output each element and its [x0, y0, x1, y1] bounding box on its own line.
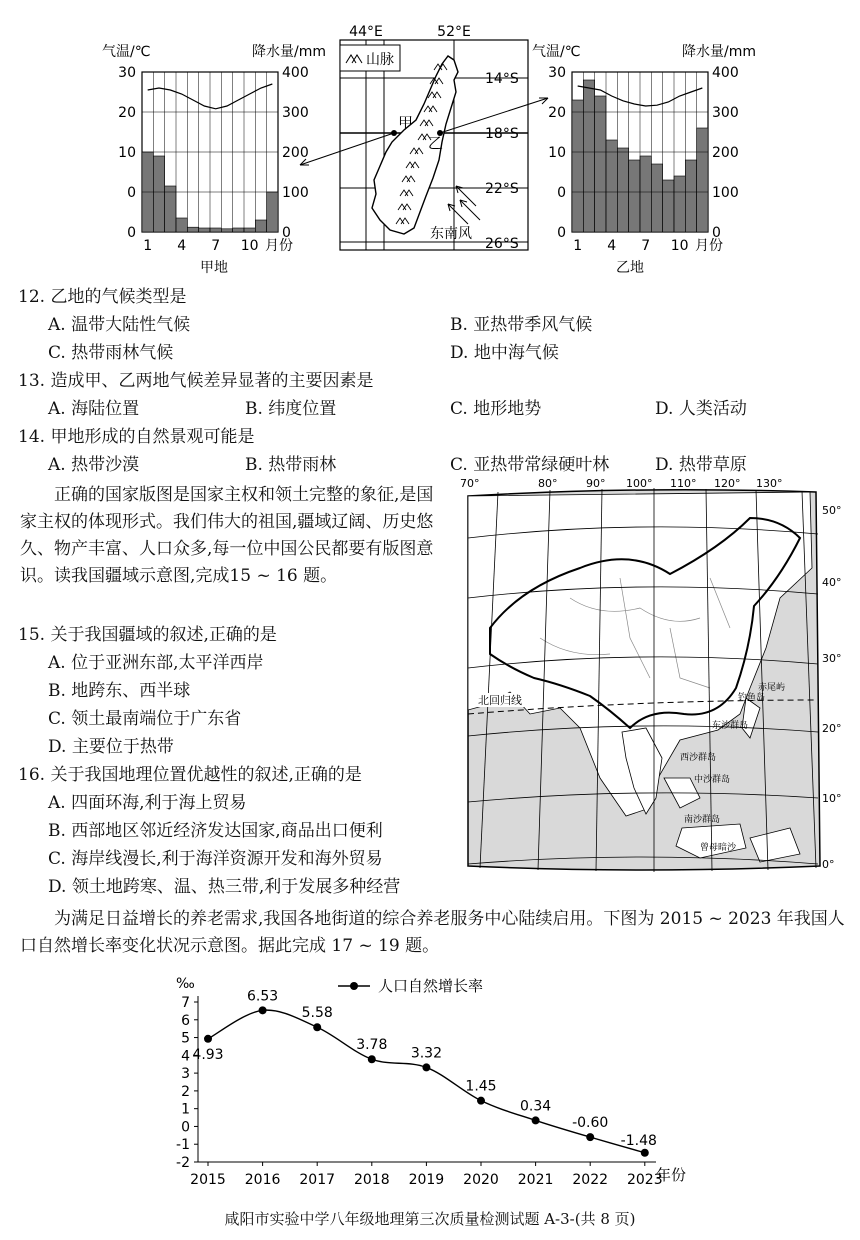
q15-option-d[interactable]: D. 主要位于热带 [48, 737, 174, 757]
q15-option-b[interactable]: B. 地跨东、西半球 [48, 681, 191, 701]
ytick-label: -1 [176, 1137, 190, 1154]
q15-option-a[interactable]: A. 位于亚洲东部,太平洋西岸 [48, 653, 264, 673]
population-growth-chart [160, 964, 720, 1190]
ytick-right-label: 100 [712, 185, 739, 201]
tropic-label: 北回归线 [478, 694, 522, 707]
xtick-label: 2017 [299, 1172, 336, 1188]
xtick-label: 2015 [190, 1172, 226, 1188]
month-tick-label: 1 [143, 238, 153, 254]
data-label: 4.93 [192, 1046, 224, 1063]
data-point [259, 1006, 267, 1014]
q16-option-c[interactable]: C. 海岸线漫长,利于海洋资源开发和海外贸易 [48, 849, 383, 869]
month-tick-label: 4 [607, 238, 617, 254]
q12-option-d[interactable]: D. 地中海气候 [450, 343, 559, 363]
series-line [208, 1010, 645, 1153]
ytick-left-label: 30 [118, 65, 136, 81]
data-point [313, 1023, 321, 1031]
q12-option-b[interactable]: B. 亚热带季风气候 [450, 315, 593, 335]
precipitation-bar [595, 96, 606, 232]
question-12-stem: 12. 乙地的气候类型是 [18, 287, 187, 307]
month-tick-label: 1 [573, 238, 583, 254]
lat-label-22: 22°S [485, 181, 519, 197]
month-tick-label: 4 [177, 238, 187, 254]
lat-label-26: 26°S [485, 236, 519, 252]
data-point [368, 1055, 376, 1063]
climate-chart-yi [530, 40, 760, 280]
question-13-stem: 13. 造成甲、乙两地气候差异显著的主要因素是 [18, 371, 374, 391]
lat-label: 10° [822, 792, 842, 805]
q16-option-b[interactable]: B. 西部地区邻近经济发达国家,商品出口便利 [48, 821, 383, 841]
ytick-label: 7 [181, 995, 190, 1011]
q16-option-a[interactable]: A. 四面环海,利于海上贸易 [48, 793, 247, 813]
lon-label-52: 52°E [437, 24, 471, 40]
island-label-nansha: 南沙群岛 [684, 815, 721, 825]
precipitation-bar [685, 160, 696, 232]
data-label: 0.34 [520, 1098, 552, 1115]
lon-label: 120° [714, 478, 741, 490]
xtick-label: 2023 [626, 1172, 663, 1188]
ylabel-right: 降水量/mm [252, 44, 326, 60]
xtick-label: 2020 [463, 1172, 499, 1188]
ytick-right-label: 200 [712, 145, 739, 161]
xtick-label: 2022 [572, 1172, 609, 1188]
lon-label: 100° [626, 478, 653, 490]
lat-label: 20° [822, 722, 842, 735]
lat-label: 0° [822, 858, 835, 871]
place-label-yi: 乙 [428, 134, 444, 152]
precipitation-bar [572, 100, 583, 232]
data-label: 1.45 [465, 1078, 497, 1095]
data-label: -0.60 [572, 1115, 609, 1132]
ytick-right-label: 300 [282, 105, 309, 121]
passage-territory: 正确的国家版图是国家主权和领土完整的象征,是国家主权的体现形式。我们伟大的祖国,疆域辽阔、历史悠久、物产丰富、人口众多,每一位中国公民都要有版图意识。读我国疆域示意图,完成15 ~ 16 题。 [20, 485, 434, 586]
ytick-label: 5 [181, 1030, 190, 1047]
x-axis-unit: 年份 [656, 1166, 687, 1184]
month-tick-label: 7 [211, 238, 221, 254]
ytick-right-label: 400 [282, 65, 309, 81]
lat-label: 50° [822, 504, 842, 517]
ytick-left-label: 30 [548, 65, 566, 81]
q16-option-d[interactable]: D. 领土地跨寒、温、热三带,利于发展多种经营 [48, 877, 401, 897]
island-label-xisha: 西沙群岛 [680, 753, 717, 763]
q13-option-a[interactable]: A. 海陆位置 [48, 399, 140, 419]
precipitation-bar [663, 180, 674, 232]
data-label: 3.78 [356, 1037, 388, 1054]
ytick-left-label: 20 [548, 105, 566, 121]
month-tick-label: 10 [240, 238, 259, 254]
ytick-left-bottom-label: 0 [127, 225, 136, 241]
precipitation-bar [617, 148, 628, 232]
data-label: -1.48 [620, 1132, 657, 1149]
ytick-right-label: 200 [282, 145, 309, 161]
data-point [641, 1149, 649, 1157]
ytick-left-bottom-label: 0 [557, 225, 566, 241]
china-territory-map [450, 478, 850, 878]
data-point [477, 1097, 485, 1105]
data-point [204, 1035, 212, 1043]
ytick-right-label: 100 [282, 185, 309, 201]
ytick-left-label: 0 [557, 185, 566, 201]
lon-label-44: 44°E [349, 24, 383, 40]
ytick-label: 0 [181, 1119, 190, 1136]
ytick-left-label: 10 [548, 145, 566, 161]
ytick-left-label: 20 [118, 105, 136, 121]
legend-marker [350, 982, 358, 990]
question-14-stem: 14. 甲地形成的自然景观可能是 [18, 427, 255, 447]
chart-place-label: 乙地 [616, 260, 644, 276]
precipitation-bar [697, 128, 708, 232]
data-point [532, 1116, 540, 1124]
xtick-label: 2021 [517, 1172, 554, 1188]
q12-option-a[interactable]: A. 温带大陆性气候 [48, 315, 191, 335]
lon-label: 130° [756, 478, 783, 490]
ytick-label: 3 [181, 1066, 190, 1083]
island-label-zengmu: 曾母暗沙 [700, 843, 737, 853]
xtick-label: 2019 [408, 1172, 445, 1188]
xtick-label: 2018 [353, 1172, 390, 1188]
q14-option-c[interactable]: C. 亚热带常绿硬叶林 [450, 455, 610, 475]
precipitation-bar [629, 160, 640, 232]
q13-option-d[interactable]: D. 人类活动 [655, 399, 747, 419]
legend-label: 人口自然增长率 [378, 977, 484, 995]
data-point [422, 1063, 430, 1071]
ytick-label: 1 [181, 1101, 190, 1118]
month-unit-label: 月份 [265, 238, 293, 254]
arrow-to-jia [300, 133, 394, 165]
ylabel-left: 气温/℃ [102, 44, 151, 60]
passage-population: 为满足日益增长的养老需求,我国各地街道的综合养老服务中心陆续启用。下图为 2015 ~ 2023 年我国人口自然增长率变化状况示意图。据此完成 17 ~ 19 题。 [20, 909, 845, 956]
lat-label-18: 18°S [485, 126, 519, 142]
ytick-label: 6 [181, 1012, 190, 1029]
ytick-left-label: 0 [127, 185, 136, 201]
island-label-chiweiyu: 赤尾屿 [758, 683, 786, 693]
q14-option-b[interactable]: B. 热带雨林 [245, 455, 337, 475]
precipitation-bar [606, 140, 617, 232]
month-unit-label: 月份 [695, 238, 723, 254]
legend-label: 山脉 [366, 52, 394, 68]
data-label: 6.53 [247, 988, 279, 1005]
lat-label: 40° [822, 576, 842, 589]
lat-label: 30° [822, 652, 842, 665]
question-16-stem: 16. 关于我国地理位置优越性的叙述,正确的是 [18, 765, 362, 785]
island-label-zhongsha: 中沙群岛 [694, 775, 731, 785]
lon-label: 70° [460, 478, 480, 490]
data-point [586, 1133, 594, 1141]
ytick-left-label: 10 [118, 145, 136, 161]
month-tick-label: 7 [641, 238, 651, 254]
ytick-label: -2 [176, 1155, 190, 1171]
month-tick-label: 10 [670, 238, 689, 254]
lat-label-14: 14°S [485, 71, 519, 87]
question-15-stem: 15. 关于我国疆域的叙述,正确的是 [18, 625, 277, 645]
ytick-label: 4 [181, 1048, 190, 1065]
q14-option-a[interactable]: A. 热带沙漠 [48, 455, 140, 475]
xtick-label: 2016 [244, 1172, 281, 1188]
ytick-label: 2 [181, 1083, 190, 1100]
ylabel-left: 气温/℃ [532, 44, 581, 60]
lon-label: 80° [538, 478, 558, 490]
q13-option-b[interactable]: B. 纬度位置 [245, 399, 337, 419]
data-label: 3.32 [410, 1045, 442, 1062]
island-label-diaoyudao: 钓鱼岛 [738, 693, 766, 703]
ytick-right-label: 300 [712, 105, 739, 121]
data-label: 5.58 [301, 1005, 333, 1022]
place-label-jia: 甲 [398, 114, 414, 132]
precipitation-bar [583, 80, 594, 232]
page-footer: 咸阳市实验中学八年级地理第三次质量检测试题 A-3-(共 8 页) [224, 1210, 636, 1228]
ytick-right-label: 0 [282, 225, 291, 241]
ytick-right-label: 400 [712, 65, 739, 81]
q14-option-d[interactable]: D. 热带草原 [655, 455, 747, 475]
q13-option-c[interactable]: C. 地形地势 [450, 399, 542, 419]
y-axis-unit: ‰ [176, 976, 195, 992]
q12-option-c[interactable]: C. 热带雨林气候 [48, 343, 174, 363]
precipitation-bar [651, 164, 662, 232]
island-label-dongsha: 东沙群岛 [712, 721, 749, 731]
ytick-right-label: 0 [712, 225, 721, 241]
chart-place-label: 甲地 [200, 260, 228, 276]
q15-option-c[interactable]: C. 领土最南端位于广东省 [48, 709, 242, 729]
lon-label: 90° [586, 478, 606, 490]
precipitation-bar [640, 156, 651, 232]
wind-label: 东南风 [430, 226, 472, 242]
ylabel-right: 降水量/mm [682, 44, 756, 60]
lon-label: 110° [670, 478, 697, 490]
precipitation-bar [674, 176, 685, 232]
